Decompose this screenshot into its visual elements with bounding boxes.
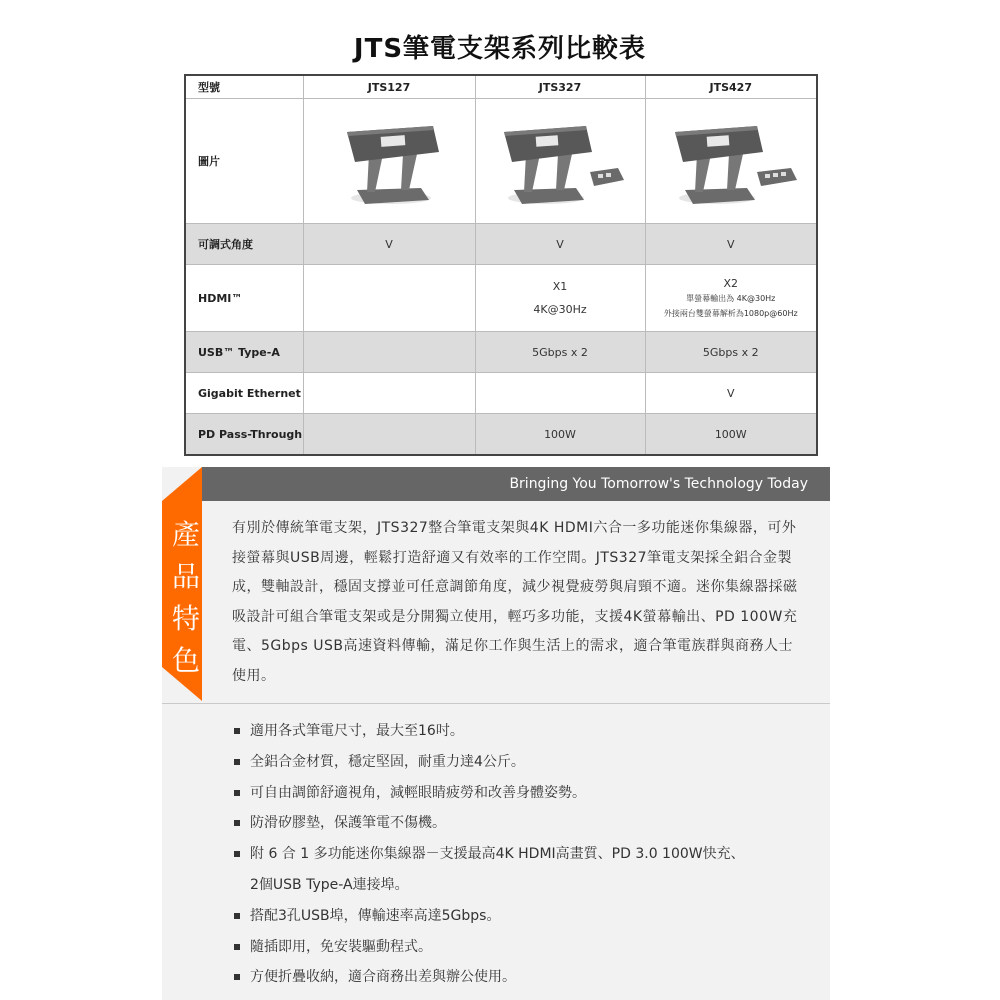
header-jts427: JTS427 xyxy=(645,75,817,99)
cell-value xyxy=(303,414,475,456)
cell-value: V xyxy=(303,224,475,265)
tagline-bar xyxy=(202,467,830,501)
list-item-text: 附 6 合 1 多功能迷你集線器－支援最高4K HDMI高畫質、PD 3.0 100W快充、 xyxy=(250,846,745,863)
list-item xyxy=(234,839,814,901)
bullet-icon xyxy=(234,790,240,796)
divider xyxy=(162,703,830,704)
row-label-hdmi: HDMI™ xyxy=(185,265,303,332)
cell-value xyxy=(303,265,475,332)
list-item-text: 方便折疊收納，適合商務出差與辦公使用。 xyxy=(250,969,516,986)
table-row xyxy=(185,99,817,224)
list-item-text: 搭配3孔USB埠，傳輸速率高達5Gbps。 xyxy=(250,907,501,924)
bullet-icon xyxy=(234,944,240,950)
product-image-jts127 xyxy=(303,99,475,224)
list-item xyxy=(234,716,814,747)
laptop-stand-hub-image xyxy=(490,110,630,210)
cell-value xyxy=(303,373,475,414)
bullet-icon xyxy=(234,820,240,826)
product-image-jts427 xyxy=(645,99,817,224)
list-item xyxy=(234,808,814,839)
hdmi-note: 外接兩台雙螢幕解析為1080p@60Hz xyxy=(663,308,798,318)
cell-value xyxy=(303,332,475,373)
table-row xyxy=(185,265,817,332)
header-jts327: JTS327 xyxy=(475,75,645,99)
list-item xyxy=(234,932,814,963)
list-item-text-cont: 2個USB Type-A連接埠。 xyxy=(250,876,409,893)
product-image-jts327 xyxy=(475,99,645,224)
page-title: JTS筆電支架系列比較表 xyxy=(353,34,647,64)
cell-value: V xyxy=(645,224,817,265)
header-model: 型號 xyxy=(185,75,303,99)
bullet-icon xyxy=(234,913,240,919)
hdmi-count: X1 xyxy=(552,279,568,293)
cell-value: V xyxy=(475,224,645,265)
row-label-pd: PD Pass-Through xyxy=(185,414,303,456)
list-item-text: 全鋁合金材質，穩定堅固，耐重力達4公斤。 xyxy=(250,753,525,770)
laptop-stand-hub-image xyxy=(661,110,801,210)
list-item xyxy=(234,747,814,778)
hdmi-count: X2 xyxy=(723,276,739,290)
bullet-icon xyxy=(234,759,240,765)
row-label-usb: USB™ Type-A xyxy=(185,332,303,373)
comparison-table xyxy=(184,74,818,456)
row-label-angle: 可調式角度 xyxy=(185,224,303,265)
bullet-icon xyxy=(234,974,240,980)
table-row xyxy=(185,332,817,373)
label-char: 品 xyxy=(171,560,200,593)
cell-value: 5Gbps x 2 xyxy=(475,332,645,373)
hdmi-note: 單螢幕輸出為 4K@30Hz xyxy=(686,293,776,303)
tagline: Bringing You Tomorrow's Technology Today xyxy=(509,476,808,492)
product-description: 有別於傳統筆電支架，JTS327整合筆電支架與4K HDMI六合一多功能迷你集線器，可外接螢幕與USB周邊，輕鬆打造舒適又有效率的工作空間。JTS327筆電支架採全鋁合金製成，雙軸設計，穩固支撐並可任意調節角度，減少視覺疲勞與肩頸不適。迷你集線器採磁吸設計可組合筆電支架或是分開獨立使用，輕巧多功能，支援4K螢幕輸出、PD 100W充電、5Gbps USB高速資料傳輸，滿足你工作與生活上的需求，適合筆電族群與商務人士使用。 xyxy=(232,520,798,684)
list-item xyxy=(234,778,814,809)
list-item-text: 防滑矽膠墊，保護筆電不傷機。 xyxy=(250,815,446,832)
header-jts127: JTS127 xyxy=(303,75,475,99)
features-vertical-label xyxy=(168,514,204,682)
label-char: 色 xyxy=(171,644,200,677)
cell-value xyxy=(645,265,817,332)
cell-value: 100W xyxy=(475,414,645,456)
label-char: 特 xyxy=(171,602,200,635)
feature-list xyxy=(234,716,814,993)
laptop-stand-image xyxy=(329,110,449,210)
label-char: 產 xyxy=(171,518,200,551)
list-item xyxy=(234,962,814,993)
hdmi-resolution: 4K@30Hz xyxy=(533,303,587,316)
bullet-icon xyxy=(234,851,240,857)
cell-value: 100W xyxy=(645,414,817,456)
bullet-icon xyxy=(234,728,240,734)
row-label-image: 圖片 xyxy=(185,99,303,224)
cell-value: 5Gbps x 2 xyxy=(645,332,817,373)
table-row xyxy=(185,224,817,265)
list-item-text: 可自由調節舒適視角，減輕眼睛疲勞和改善身體姿勢。 xyxy=(250,784,586,801)
table-header-row xyxy=(185,75,817,99)
cell-value: V xyxy=(645,373,817,414)
table-row xyxy=(185,373,817,414)
list-item-text: 隨插即用，免安裝驅動程式。 xyxy=(250,938,432,955)
list-item-text: 適用各式筆電尺寸，最大至16吋。 xyxy=(250,723,464,739)
table-row xyxy=(185,414,817,456)
cell-value xyxy=(475,373,645,414)
row-label-ethernet: Gigabit Ethernet xyxy=(185,373,303,414)
list-item xyxy=(234,901,814,932)
cell-value xyxy=(475,265,645,332)
